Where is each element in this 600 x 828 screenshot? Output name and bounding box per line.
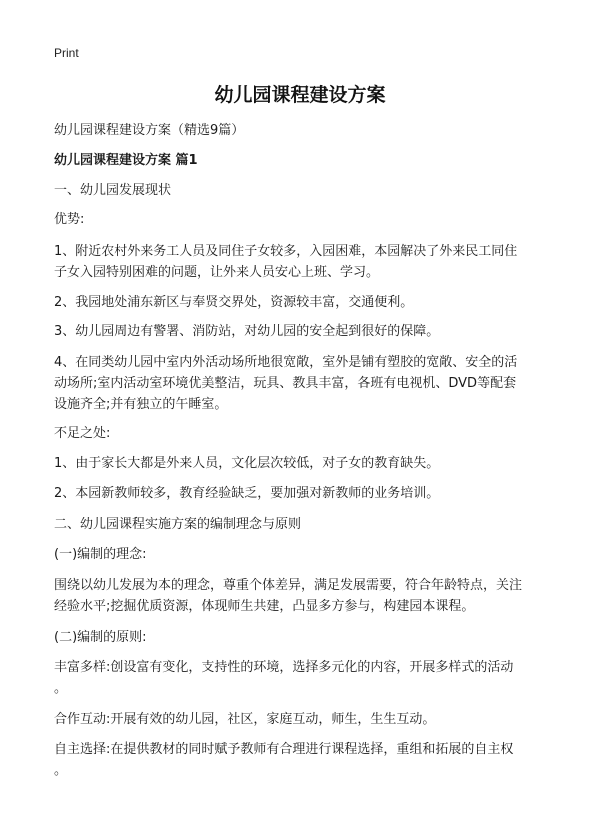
concept-label: (一)编制的理念: <box>54 547 147 562</box>
heading-principles: 二、幼儿园课程实施方案的编制理念与原则 <box>54 517 302 532</box>
advantage-2: 2、我园地处浦东新区与奉贤交界处，资源较丰富，交通便利。 <box>54 295 414 310</box>
document-title: 幼儿园课程建设方案 <box>214 84 386 106</box>
advantage-1-line: 子女入园特别困难的问题，让外来人员安心上班、学习。 <box>54 265 380 280</box>
advantage-4-line: 动场所;室内活动室环境优美整洁，玩具、教具丰富，各班有电视机、DVD等配套 <box>54 376 517 391</box>
advantage-4-line: 4、在同类幼儿园中室内外活动场所地很宽敞，室外是铺有塑胶的宽敞、安全的活 <box>54 355 518 370</box>
principle-line: 自主选择:在提供教材的同时赋予教师有合理进行课程选择，重组和拓展的自主权 <box>54 742 514 757</box>
section-heading: 幼儿园课程建设方案 篇1 <box>54 153 198 168</box>
concept-line: 围绕以幼儿发展为本的理念，尊重个体差异，满足发展需要，符合年龄特点，关注 <box>54 578 523 593</box>
concept-line: 经验水平;挖掘优质资源，体现师生共建，凸显多方参与，构建园本课程。 <box>54 599 475 614</box>
principle-line: 。 <box>54 681 68 696</box>
principle-rich-diverse <box>54 657 550 699</box>
shortcoming-1: 1、由于家长大都是外来人员，文化层次较低，对子女的教育缺失。 <box>54 456 440 471</box>
advantage-4 <box>54 352 550 415</box>
shortcoming-2: 2、本园新教师较多，教育经验缺乏，要加强对新教师的业务培训。 <box>54 486 440 501</box>
principle-cooperation: 合作互动:开展有效的幼儿园，社区，家庭互动，师生，生生互动。 <box>54 712 436 727</box>
advantage-4-line: 设施齐全;并有独立的午睡室。 <box>54 397 228 412</box>
print-label: Print <box>54 46 79 60</box>
principle-line: 丰富多样:创设富有变化，支持性的环境，选择多元化的内容，开展多样式的活动 <box>54 660 514 675</box>
document-subtitle: 幼儿园课程建设方案（精选9篇） <box>54 123 245 138</box>
principle-line: 。 <box>54 763 68 778</box>
advantages-label: 优势: <box>54 212 85 227</box>
advantage-1-line: 1、附近农村外来务工人员及同住子女较多，入园困难，本园解决了外来民工同住 <box>54 244 518 259</box>
principle-label: (二)编制的原则: <box>54 630 147 645</box>
heading-development-status: 一、幼儿园发展现状 <box>54 183 172 198</box>
advantage-1 <box>54 241 550 283</box>
concept-paragraph <box>54 575 550 617</box>
shortcomings-label: 不足之处: <box>54 426 111 441</box>
advantage-3: 3、幼儿园周边有警署、消防站，对幼儿园的安全起到很好的保障。 <box>54 324 440 339</box>
principle-autonomy <box>54 739 550 781</box>
